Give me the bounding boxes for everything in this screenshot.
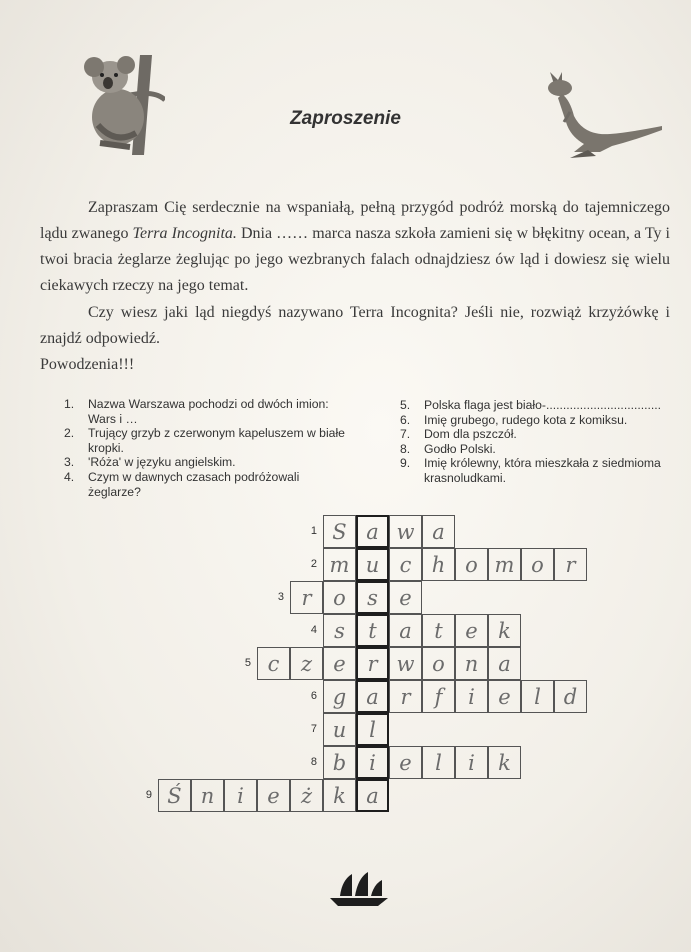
crossword-cell[interactable]: s — [323, 614, 356, 647]
crossword-key-cell[interactable]: u — [356, 548, 389, 581]
clue-text: Trujący grzyb z czerwonym kapeluszem w białe kropki. — [88, 426, 345, 455]
clues-list-right — [400, 398, 680, 486]
crossword-cell[interactable]: o — [323, 581, 356, 614]
row-number: 4 — [310, 624, 317, 636]
crossword-cell[interactable]: i — [455, 680, 488, 713]
crossword-key-cell[interactable]: a — [356, 515, 389, 548]
invitation-text-end: Dnia …… marca nasza szkoła zamieni się w błękitny ocean, a Ty i twoi bracia żeglarze żeglując po jego wezbranych falach odnajdziesz ów ląd i dowiesz się wielu ciekawych rzeczy na jego temat. — [40, 225, 670, 294]
crossword-cell[interactable]: m — [488, 548, 521, 581]
crossword-cell[interactable]: w — [389, 647, 422, 680]
crossword-cell[interactable]: f — [422, 680, 455, 713]
clue-number: 9. — [400, 456, 411, 471]
crossword-cell[interactable]: e — [455, 614, 488, 647]
clue-item — [400, 442, 680, 457]
row-number: 8 — [310, 756, 317, 768]
crossword-cell[interactable]: n — [455, 647, 488, 680]
invitation-text-start: Zapraszam Cię serdecznie na wspaniałą, pełną przygód podróż morską do tajemniczego lądu zwanego — [40, 199, 670, 242]
clue-number: 5. — [400, 398, 411, 412]
crossword-cell[interactable]: w — [389, 515, 422, 548]
crossword-cell[interactable]: i — [224, 779, 257, 812]
crossword-key-cell[interactable]: a — [356, 779, 389, 812]
clue-text: Polska flaga jest biało-.................................. — [424, 398, 662, 412]
crossword-cell[interactable]: i — [455, 746, 488, 779]
clue-item — [64, 397, 354, 426]
clue-number: 1. — [64, 397, 75, 411]
crossword-cell[interactable]: c — [389, 548, 422, 581]
ship-icon — [328, 870, 390, 906]
crossword-cell[interactable]: k — [488, 614, 521, 647]
clue-item — [400, 456, 680, 485]
crossword-key-cell[interactable]: r — [356, 647, 389, 680]
clue-text: Godło Polski. — [424, 441, 496, 456]
good-luck-text: Powodzenia!!! — [40, 356, 135, 373]
crossword-cell[interactable]: r — [554, 548, 587, 581]
question-paragraph: Czy wiesz jaki ląd niegdyś nazywano Terra Incognita? Jeśli nie, rozwiąż krzyżówkę i znajdź odpowiedź. — [40, 304, 670, 347]
crossword-cell[interactable]: a — [488, 647, 521, 680]
crossword-cell[interactable]: e — [389, 581, 422, 614]
crossword-cell[interactable]: Ś — [158, 779, 191, 812]
crossword-cell[interactable]: n — [191, 779, 224, 812]
row-number: 3 — [277, 591, 284, 603]
crossword-cell[interactable]: e — [257, 779, 290, 812]
row-number: 7 — [310, 723, 317, 735]
crossword-cell[interactable]: g — [323, 680, 356, 713]
row-number: 9 — [145, 789, 152, 801]
clue-item — [400, 427, 680, 442]
crossword-cell[interactable]: h — [422, 548, 455, 581]
crossword-cell[interactable]: k — [488, 746, 521, 779]
clue-number: 2. — [64, 426, 75, 441]
terra-incognita-italic: Terra Incognita. — [132, 225, 237, 242]
clue-number: 6. — [400, 412, 411, 427]
crossword-cell[interactable]: o — [422, 647, 455, 680]
crossword-cell[interactable]: t — [422, 614, 455, 647]
clue-text: Imię grubego, rudego kota z komiksu. — [424, 412, 628, 427]
clue-item — [400, 398, 680, 413]
crossword-cell[interactable]: k — [323, 779, 356, 812]
row-number: 6 — [310, 690, 317, 702]
crossword-cell[interactable]: u — [323, 713, 356, 746]
crossword-key-cell[interactable]: t — [356, 614, 389, 647]
clue-item — [64, 426, 354, 455]
clue-item — [400, 413, 680, 428]
row-number: 2 — [310, 558, 317, 570]
crossword-cell[interactable]: o — [521, 548, 554, 581]
crossword-cell[interactable]: S — [323, 515, 356, 548]
crossword-cell[interactable]: a — [422, 515, 455, 548]
row-number: 5 — [244, 657, 251, 669]
crossword-cell[interactable]: c — [257, 647, 290, 680]
crossword-cell[interactable]: b — [323, 746, 356, 779]
clue-text: 'Róża' w języku angielskim. — [88, 455, 236, 470]
koala-illustration — [70, 55, 165, 155]
crossword-cell[interactable]: m — [323, 548, 356, 581]
clue-item — [64, 470, 354, 499]
row-number: 1 — [310, 525, 317, 537]
crossword-key-cell[interactable]: a — [356, 680, 389, 713]
page-title: Zaproszenie — [290, 108, 401, 129]
crossword-cell[interactable]: r — [290, 581, 323, 614]
invitation-paragraph — [40, 195, 670, 299]
crossword-cell[interactable]: d — [554, 680, 587, 713]
crossword-cell[interactable]: a — [389, 614, 422, 647]
clue-number: 3. — [64, 455, 75, 470]
crossword-key-cell[interactable]: s — [356, 581, 389, 614]
crossword-cell[interactable]: l — [521, 680, 554, 713]
clue-number: 7. — [400, 427, 411, 442]
clue-text: Czym w dawnych czasach podróżowali żeglarze? — [88, 469, 300, 499]
clue-number: 8. — [400, 441, 411, 456]
clue-number: 4. — [64, 469, 75, 484]
crossword-cell[interactable]: ż — [290, 779, 323, 812]
crossword-key-cell[interactable]: i — [356, 746, 389, 779]
crossword-cell[interactable]: e — [323, 647, 356, 680]
clue-text: Dom dla pszczół. — [424, 427, 517, 442]
clues-list-left — [64, 397, 354, 499]
crossword-cell[interactable]: r — [389, 680, 422, 713]
crossword-cell[interactable]: e — [488, 680, 521, 713]
crossword-key-cell[interactable]: l — [356, 713, 389, 746]
crossword-cell[interactable]: l — [422, 746, 455, 779]
crossword-cell[interactable]: o — [455, 548, 488, 581]
crossword-cell[interactable]: e — [389, 746, 422, 779]
clue-text: Imię królewny, która mieszkała z siedmioma krasnoludkami. — [424, 456, 661, 485]
crossword-cell[interactable]: z — [290, 647, 323, 680]
clue-item — [64, 455, 354, 470]
clue-text: Nazwa Warszawa pochodzi od dwóch imion: Wars i … — [88, 397, 329, 426]
